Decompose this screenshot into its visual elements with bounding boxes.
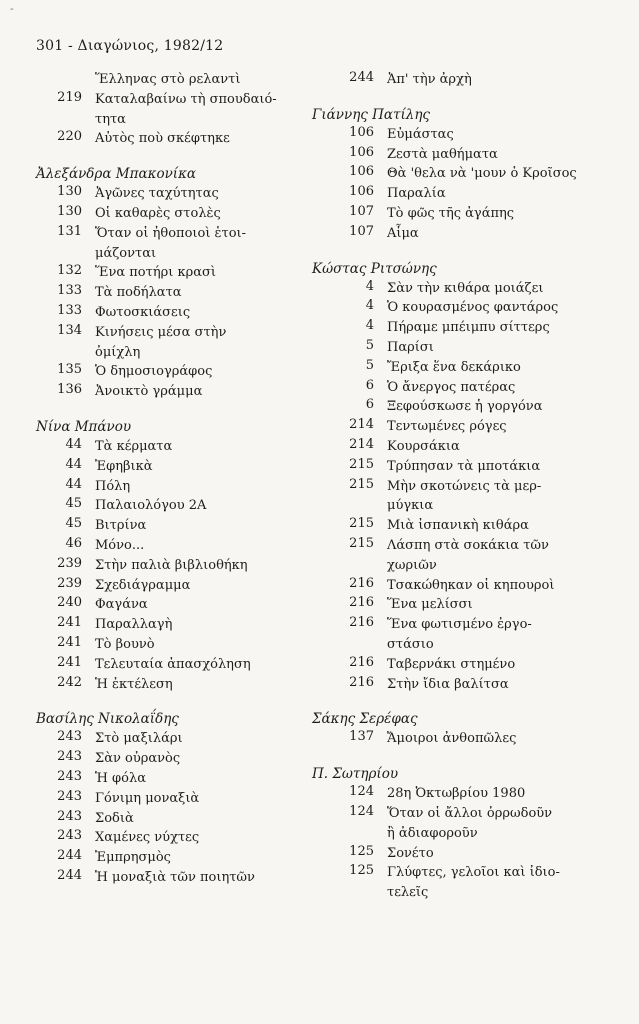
index-entry [36, 809, 294, 829]
index-entry [312, 655, 612, 675]
index-entry [36, 655, 294, 675]
index-entry [36, 635, 294, 655]
index-entry [312, 516, 612, 536]
page-number: 216 [349, 615, 374, 631]
page-number: 45 [65, 516, 82, 532]
index-entry [312, 863, 612, 903]
title-line: Γλύφτες, γελοῖοι καὶ ἰδιο- [387, 865, 560, 881]
poem-title [95, 516, 294, 536]
index-entry [36, 283, 294, 303]
author-section [312, 709, 612, 749]
title-line: Καταλαβαίνω τὴ σπουδαιό- [95, 91, 277, 107]
poem-title [387, 184, 612, 204]
poem-title [387, 536, 612, 576]
author-section [36, 164, 294, 402]
index-entry [36, 303, 294, 323]
title-line: Παραλία [387, 186, 446, 202]
title-line: Θὰ 'θελα νὰ 'μουν ὁ Κροῖσος [387, 166, 577, 182]
page-number: 243 [57, 768, 82, 784]
page-number: 216 [349, 575, 374, 591]
title-line: Ἐμπρησμὸς [95, 850, 171, 866]
index-entry [312, 338, 612, 358]
page-number: 216 [349, 595, 374, 611]
page-number: 243 [57, 788, 82, 804]
right-column [312, 70, 612, 918]
index-entry [312, 615, 612, 655]
page-number: 106 [349, 124, 374, 140]
title-line: Τσακώθηκαν οἱ κηπουροὶ [387, 577, 555, 593]
poem-title [95, 496, 294, 516]
poem-title [387, 204, 612, 224]
poem-title [95, 70, 294, 90]
page-number: 106 [349, 144, 374, 160]
page-number: 244 [57, 867, 82, 883]
page-number: 4 [365, 298, 374, 314]
page-number: 241 [57, 654, 82, 670]
page-number: 215 [349, 476, 374, 492]
title-line: μύγκια [387, 498, 434, 514]
index-entry [312, 576, 612, 596]
title-line: Τὰ ποδήλατα [95, 285, 182, 301]
poem-title [95, 323, 294, 363]
poem-title [95, 769, 294, 789]
title-line: Ἕνα μελίσσι [387, 597, 473, 613]
index-entry [312, 224, 612, 244]
page-number: 244 [57, 848, 82, 864]
page-number: 136 [57, 382, 82, 398]
title-line: Ἀνοικτὸ γράμμα [95, 384, 203, 400]
index-entry [312, 804, 612, 844]
page-number: 214 [349, 436, 374, 452]
index-entry [312, 378, 612, 398]
title-line: μάζονται [95, 245, 157, 261]
poem-title [95, 283, 294, 303]
poem-title [95, 303, 294, 323]
page-number: 214 [349, 417, 374, 433]
poem-title [387, 844, 612, 864]
page-number: 137 [349, 729, 374, 745]
title-line: Ἕνα φωτισμένο ἐργο- [387, 617, 532, 633]
title-line: Ἡ φόλα [95, 770, 146, 786]
title-line: Ἄμοιροι ἀνθοπῶλες [387, 731, 517, 747]
page-number: 239 [57, 555, 82, 571]
author-name: Σάκης Σερέφας [312, 711, 418, 728]
index-entry [312, 70, 612, 90]
title-line: Παραλλαγὴ [95, 617, 173, 633]
page-number: 6 [365, 377, 374, 393]
poem-title [387, 655, 612, 675]
poem-title [95, 848, 294, 868]
page-number: 135 [57, 362, 82, 378]
page-number: 125 [349, 843, 374, 859]
page-number: 240 [57, 595, 82, 611]
title-line: Παλαιολόγου 2Α [95, 498, 207, 514]
index-entry [312, 784, 612, 804]
title-line: Ὅταν οἱ ἄλλοι ὀρρωδοῦν [387, 805, 553, 821]
page-number: 106 [349, 164, 374, 180]
index-entry [312, 397, 612, 417]
index-entry [36, 769, 294, 789]
poem-title [95, 437, 294, 457]
page-number: 243 [57, 749, 82, 765]
index-entry [312, 358, 612, 378]
author-section [312, 105, 612, 244]
title-line: Τεντωμένες ρόγες [387, 419, 507, 435]
page-number: 107 [349, 203, 374, 219]
title-line: Φωτοσκιάσεις [95, 304, 191, 320]
title-line: Στὴν ἴδια βαλίτσα [387, 676, 509, 692]
poem-title [387, 164, 612, 184]
poem-title [387, 576, 612, 596]
author-section [36, 70, 294, 149]
poem-title [387, 397, 612, 417]
index-entry [36, 90, 294, 130]
page-number: 124 [349, 784, 374, 800]
title-line: Μὴν σκοτώνεις τὰ μερ- [387, 478, 542, 494]
poem-title [387, 784, 612, 804]
index-entry [312, 729, 612, 749]
page-number: 239 [57, 575, 82, 591]
title-line: Τὸ φῶς τῆς ἀγάπης [387, 205, 515, 221]
title-line: Αὐτὸς ποὺ σκέφτηκε [95, 131, 230, 147]
index-entry [36, 595, 294, 615]
title-line: Πόλη [95, 478, 131, 494]
index-entry [36, 576, 294, 596]
title-line: Ζεστὰ μαθήματα [387, 146, 498, 162]
page-number: 46 [65, 535, 82, 551]
page-number: 107 [349, 223, 374, 239]
author-name: Γιάννης Πατίλης [312, 106, 430, 123]
index-entry [36, 129, 294, 149]
page-number: 6 [365, 397, 374, 413]
index-entry [312, 125, 612, 145]
title-line: Κινήσεις μέσα στὴν [95, 324, 227, 340]
poem-title [387, 378, 612, 398]
title-line: ἢ ἀδιαφοροῦν [387, 825, 478, 841]
poem-title [95, 749, 294, 769]
poem-title [387, 358, 612, 378]
poem-title [95, 635, 294, 655]
title-line: Τρύπησαν τὰ μποτάκια [387, 458, 541, 474]
title-line: Ταβερνάκι στημένο [387, 656, 516, 672]
poem-title [387, 70, 612, 90]
title-line: Ἐφηβικὰ [95, 458, 153, 474]
author-name: Π. Σωτηρίου [312, 766, 399, 783]
page-number: 220 [57, 129, 82, 145]
index-entry [36, 556, 294, 576]
title-line: Ἕλληνας στὸ ρελαντὶ [95, 72, 241, 87]
title-line: Μιὰ ἰσπανικὴ κιθάρα [387, 518, 529, 534]
poem-title [387, 729, 612, 749]
poem-title [387, 318, 612, 338]
title-line: Χαμένες νύχτες [95, 830, 200, 846]
page-number: 44 [65, 456, 82, 472]
index-entry [312, 145, 612, 165]
index-entry [36, 749, 294, 769]
title-line: Ὁ ἄνεργος πατέρας [387, 379, 516, 395]
title-line: Φαγάνα [95, 597, 148, 613]
index-entry [36, 675, 294, 695]
index-entry [36, 204, 294, 224]
title-line: Τελευταία ἀπασχόληση [95, 656, 251, 672]
author-name: Κώστας Ριτσώνης [312, 260, 437, 277]
title-line: χωριῶν [387, 557, 437, 573]
poem-title [387, 863, 612, 903]
index-entry [36, 516, 294, 536]
title-line: Τὰ κέρματα [95, 438, 173, 454]
poem-title [387, 516, 612, 536]
page-number: 133 [57, 283, 82, 299]
page-number: 5 [365, 357, 374, 373]
poem-title [95, 809, 294, 829]
title-line: Ἕνα ποτήρι κρασὶ [95, 265, 217, 281]
poem-title [95, 729, 294, 749]
title-line: Λάσπη στὰ σοκάκια τῶν [387, 537, 549, 553]
page-header: 301 - Διαγώνιος, 1982/12 [36, 38, 224, 54]
index-entry [312, 536, 612, 576]
poem-title [387, 804, 612, 844]
page-number: 241 [57, 615, 82, 631]
page-number: 130 [57, 184, 82, 200]
poem-title [95, 868, 294, 888]
index-entry [36, 477, 294, 497]
poem-title [95, 576, 294, 596]
poem-title [387, 279, 612, 299]
title-line: Τὸ βουνὸ [95, 636, 155, 652]
poem-title [95, 457, 294, 477]
page-number: 45 [65, 496, 82, 512]
index-entry [36, 184, 294, 204]
page-number: 241 [57, 634, 82, 650]
index-entry [312, 675, 612, 695]
title-line: στάσιο [387, 636, 434, 652]
poem-title [387, 437, 612, 457]
page-number: 4 [365, 278, 374, 294]
title-line: Ἡ ἐκτέλεση [95, 676, 173, 692]
poem-title [387, 338, 612, 358]
poem-title [95, 90, 294, 130]
author-section [312, 70, 612, 90]
page-number: 125 [349, 863, 374, 879]
title-line: Ἀπ' τὴν ἀρχὴ [387, 72, 472, 87]
title-line: Ἀγῶνες ταχύτητας [95, 186, 219, 202]
poem-title [387, 595, 612, 615]
author-name: Βασίλης Νικολαΐδης [36, 711, 179, 728]
page-number: 106 [349, 184, 374, 200]
author-name: Νίνα Μπάνου [36, 418, 132, 435]
title-line: Μόνο... [95, 537, 145, 553]
poem-title [95, 224, 294, 264]
poem-title [95, 204, 294, 224]
title-line: Κουρσάκια [387, 438, 460, 454]
author-section [36, 417, 294, 694]
left-column [36, 70, 294, 903]
page-number: 219 [57, 89, 82, 105]
poem-title [387, 125, 612, 145]
title-line: Αἷμα [387, 225, 419, 241]
poem-title [95, 675, 294, 695]
page-number [36, 70, 95, 90]
index-entry [312, 437, 612, 457]
title-line: Σονέτο [387, 845, 434, 861]
page-number: 216 [349, 674, 374, 690]
index-entry [36, 848, 294, 868]
index-entry [36, 496, 294, 516]
index-entry [312, 477, 612, 517]
title-line: Στὸ μαξιλάρι [95, 731, 183, 747]
index-entry [36, 729, 294, 749]
title-line: τελεῖς [387, 885, 429, 901]
poem-title [95, 595, 294, 615]
page-number: 130 [57, 203, 82, 219]
index-entry [36, 224, 294, 264]
index-entry [36, 457, 294, 477]
index-entry [312, 279, 612, 299]
title-line: Ξεφούσκωσε ἡ γοργόνα [387, 399, 543, 415]
title-line: Σὰν τὴν κιθάρα μοιάζει [387, 280, 544, 296]
title-line: Ὅταν οἱ ἠθοποιοὶ ἑτοι- [95, 225, 247, 241]
index-entry [312, 844, 612, 864]
poem-title [95, 789, 294, 809]
index-entry [312, 417, 612, 437]
index-entry [312, 204, 612, 224]
poem-title [387, 224, 612, 244]
index-entry [36, 323, 294, 363]
poem-title [95, 556, 294, 576]
page-number: 4 [365, 318, 374, 334]
index-entry [312, 595, 612, 615]
title-line: Σὰν οὐρανὸς [95, 751, 181, 767]
page-number: 243 [57, 808, 82, 824]
poem-title [95, 536, 294, 556]
poem-title [95, 828, 294, 848]
index-entry [36, 437, 294, 457]
page-number: 215 [349, 516, 374, 532]
title-line: Ὁ κουρασμένος φαντάρος [387, 300, 559, 316]
poem-title [95, 184, 294, 204]
poem-title [387, 145, 612, 165]
page-number: 134 [57, 322, 82, 338]
index-entry [312, 184, 612, 204]
index-entry [36, 789, 294, 809]
page-number: 132 [57, 263, 82, 279]
page-number: 133 [57, 302, 82, 318]
page-number: 124 [349, 803, 374, 819]
index-entry [312, 298, 612, 318]
poem-title [95, 477, 294, 497]
page-number: 216 [349, 654, 374, 670]
poem-title [387, 417, 612, 437]
title-line: ὀμίχλη [95, 344, 141, 360]
index-entry [36, 70, 294, 90]
page-number: 44 [65, 476, 82, 492]
poem-title [387, 675, 612, 695]
page-number: 44 [65, 436, 82, 452]
title-line: Σοδιὰ [95, 810, 134, 826]
title-line: Γόνιμη μοναξιὰ [95, 790, 200, 806]
page-number: 243 [57, 828, 82, 844]
index-entry [312, 164, 612, 184]
author-name: Ἀλεξάνδρα Μπακονίκα [36, 166, 197, 183]
title-line: Ὁ δημοσιογράφος [95, 364, 213, 380]
page-number: 215 [349, 456, 374, 472]
index-entry [36, 263, 294, 283]
page-number: 243 [57, 729, 82, 745]
title-line: Εὐμάστας [387, 126, 454, 142]
author-section [312, 259, 612, 695]
title-line: Παρίσι [387, 339, 434, 355]
page-number: 244 [349, 70, 374, 85]
page-number: 131 [57, 223, 82, 239]
poem-title [95, 382, 294, 402]
index-entry [36, 828, 294, 848]
title-line: τητα [95, 111, 126, 127]
title-line: Βιτρίνα [95, 518, 147, 534]
author-section [312, 764, 612, 903]
title-line: Ἡ μοναξιὰ τῶν ποιητῶν [95, 869, 255, 885]
poem-title [387, 615, 612, 655]
page-number: 242 [57, 674, 82, 690]
page-number: 5 [365, 337, 374, 353]
title-line: Στὴν παλιὰ βιβλιοθήκη [95, 557, 248, 573]
index-entry [36, 382, 294, 402]
poem-title [95, 129, 294, 149]
index-entry [36, 536, 294, 556]
poem-title [387, 298, 612, 318]
title-line: Οἱ καθαρὲς στολὲς [95, 205, 221, 221]
poem-title [95, 615, 294, 635]
index-entry [36, 868, 294, 888]
author-section [36, 709, 294, 887]
poem-title [387, 457, 612, 477]
index-entry [312, 457, 612, 477]
poem-title [387, 477, 612, 517]
poem-title [95, 655, 294, 675]
index-entry [36, 362, 294, 382]
title-line: Πήραμε μπέιμπυ σίττερς [387, 320, 550, 336]
poem-title [95, 263, 294, 283]
title-line: 28η Ὀκτωβρίου 1980 [387, 786, 526, 802]
title-line: Σχεδιάγραμμα [95, 577, 191, 593]
corner-mark: - [10, 2, 14, 15]
poem-title [95, 362, 294, 382]
page-number: 215 [349, 535, 374, 551]
index-entry [312, 318, 612, 338]
index-entry [36, 615, 294, 635]
title-line: Ἔριξα ἕνα δεκάρικο [387, 359, 521, 375]
